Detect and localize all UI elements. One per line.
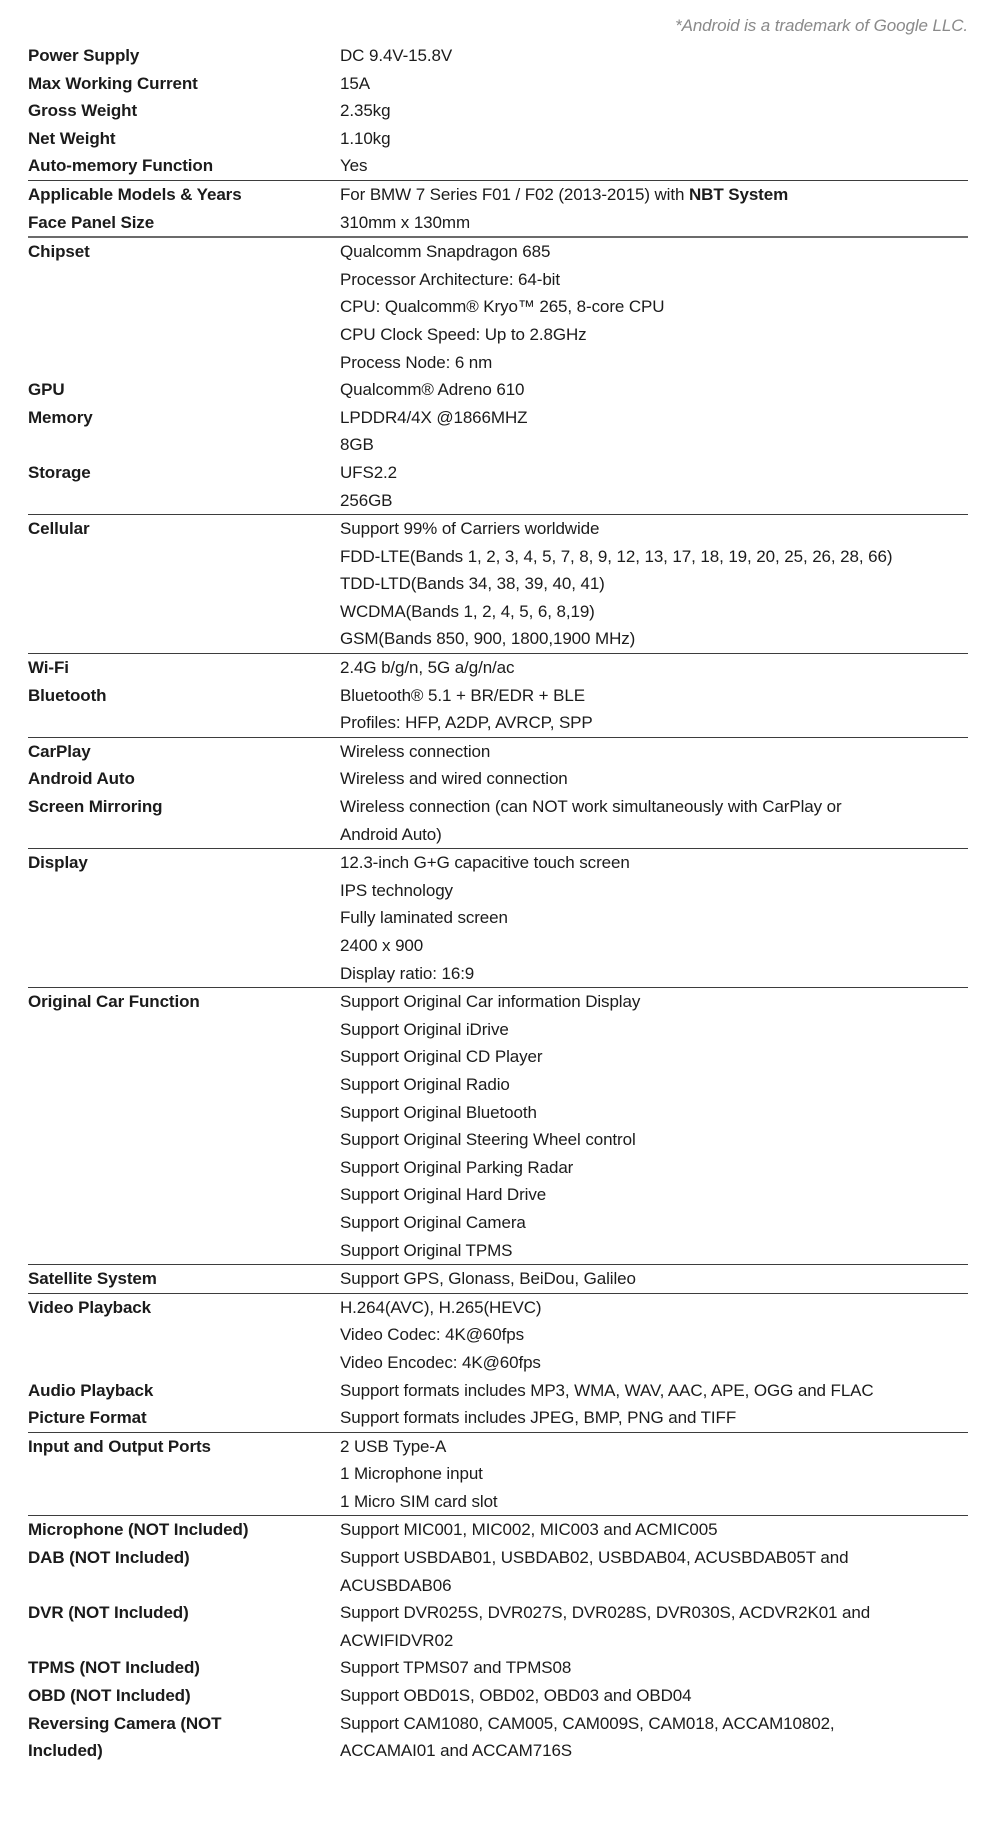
spec-row (28, 738, 968, 766)
spec-label: Audio Playback (28, 1380, 154, 1400)
spec-row (28, 1433, 968, 1516)
spec-value: 15A (340, 73, 370, 93)
spec-value: 2.35kg (340, 101, 391, 121)
spec-label: Power Supply (28, 46, 140, 65)
spec-section (28, 987, 968, 1264)
spec-label: Bluetooth (28, 685, 107, 705)
spec-label: Microphone (NOT Included) (28, 1520, 249, 1540)
spec-label: Display (28, 853, 88, 873)
spec-label: Reversing Camera (NOT Included) (28, 1713, 222, 1761)
spec-value: Bluetooth® 5.1 + BR/EDR + BLE Profiles: HFP, A2DP, AVRCP, SPP (340, 685, 593, 733)
spec-value: Wireless connection (340, 741, 491, 761)
spec-value: H.264(AVC), H.265(HEVC) Video Codec: 4K@60fps Video Encodec: 4K@60fps (340, 1297, 542, 1372)
spec-row (28, 1544, 968, 1599)
spec-row (28, 152, 968, 180)
spec-value: LPDDR4/4X @1866MHZ 8GB (340, 407, 528, 455)
spec-section (28, 42, 968, 180)
spec-value: 1.10kg (340, 128, 391, 148)
spec-value: Support USBDAB01, USBDAB02, USBDAB04, ACUSBDAB05T and ACUSBDAB06 (340, 1548, 849, 1595)
spec-row (28, 181, 968, 209)
spec-section (28, 236, 968, 514)
spec-label: Net Weight (28, 128, 116, 148)
spec-value: Support TPMS07 and TPMS08 (340, 1658, 572, 1678)
spec-label: Memory (28, 407, 93, 427)
spec-section (28, 1432, 968, 1516)
spec-row (28, 459, 968, 514)
spec-label: Gross Weight (28, 101, 138, 121)
spec-row (28, 97, 968, 125)
spec-label: Wi-Fi (28, 658, 69, 678)
spec-row (28, 515, 968, 653)
spec-label: DAB (NOT Included) (28, 1548, 190, 1568)
spec-value: Support DVR025S, DVR027S, DVR028S, DVR030S, ACDVR2K01 and ACWIFIDVR02 (340, 1603, 871, 1650)
spec-label: DVR (NOT Included) (28, 1603, 189, 1623)
spec-row (28, 1265, 968, 1293)
spec-value: Yes (340, 156, 368, 176)
spec-row (28, 209, 968, 237)
spec-value: Qualcomm Snapdragon 685 Processor Architecture: 64-bit CPU: Qualcomm® Kryo™ 265, 8-core CPU CPU Clock Speed: Up to 2.8GHz Process Node: 6 nm (340, 242, 665, 372)
spec-section (28, 514, 968, 653)
spec-label: Chipset (28, 242, 90, 262)
spec-section (28, 1515, 968, 1764)
spec-row (28, 1377, 968, 1405)
spec-value: Support OBD01S, OBD02, OBD03 and OBD04 (340, 1686, 692, 1706)
spec-value: Wireless connection (can NOT work simultaneously with CarPlay or Android Auto) (340, 797, 842, 844)
spec-label: Picture Format (28, 1408, 147, 1428)
spec-label: Applicable Models & Years (28, 184, 242, 204)
spec-row (28, 1294, 968, 1377)
spec-label: OBD (NOT Included) (28, 1686, 191, 1706)
spec-section (28, 737, 968, 848)
spec-row (28, 849, 968, 987)
spec-section (28, 848, 968, 987)
spec-value: 2.4G b/g/n, 5G a/g/n/ac (340, 658, 515, 678)
spec-row (28, 42, 968, 70)
spec-value: Support Original Car information Display Support Original iDrive Support Original CD Player Support Original Radio Support Original Bluetooth Support Original Steering Wheel control Support Original Parking Radar Support Original Hard Drive Support Original Camera Support Original TPMS (340, 992, 641, 1260)
spec-label: Video Playback (28, 1297, 152, 1317)
spec-label: Max Working Current (28, 73, 198, 93)
spec-row (28, 682, 968, 737)
spec-value: Support formats includes MP3, WMA, WAV, AAC, APE, OGG and FLAC (340, 1380, 874, 1400)
trademark-note: *Android is a trademark of Google LLC. (675, 16, 968, 35)
spec-label: Storage (28, 462, 91, 482)
spec-value: Support 99% of Carriers worldwide FDD-LTE(Bands 1, 2, 3, 4, 5, 7, 8, 9, 12, 13, 17, 18, 19, 20, 25, 26, 28, 66) TDD-LTD(Bands 34, 38, 39, 40, 41) WCDMA(Bands 1, 2, 4, 5, 6, 8,19) GSM(Bands 850, 900, 1800,1900 MHz) (340, 519, 893, 649)
spec-value: 2 USB Type-A 1 Microphone input 1 Micro SIM card slot (340, 1436, 498, 1511)
spec-row (28, 793, 968, 848)
spec-row (28, 765, 968, 793)
spec-row (28, 125, 968, 153)
spec-section (28, 653, 968, 737)
spec-value: For BMW 7 Series F01 / F02 (2013-2015) with NBT System (340, 184, 789, 204)
spec-label: Screen Mirroring (28, 797, 163, 817)
spec-label: Original Car Function (28, 992, 200, 1012)
spec-row (28, 1599, 968, 1654)
spec-row (28, 1404, 968, 1432)
spec-row (28, 654, 968, 682)
spec-value: Support MIC001, MIC002, MIC003 and ACMIC005 (340, 1520, 718, 1540)
spec-value: 310mm x 130mm (340, 212, 471, 232)
spec-label: Android Auto (28, 769, 135, 789)
spec-value: 12.3-inch G+G capacitive touch screen IPS technology Fully laminated screen 2400 x 900 Display ratio: 16:9 (340, 853, 630, 983)
spec-row (28, 238, 968, 376)
spec-value: Qualcomm® Adreno 610 (340, 380, 525, 400)
spec-section (28, 1293, 968, 1432)
spec-label: Cellular (28, 519, 90, 539)
spec-section (28, 180, 968, 236)
spec-value: Wireless and wired connection (340, 769, 568, 789)
spec-row (28, 404, 968, 459)
spec-row (28, 1682, 968, 1710)
spec-value: Support CAM1080, CAM005, CAM009S, CAM018, ACCAM10802, ACCAMAI01 and ACCAM716S (340, 1713, 835, 1761)
spec-label: Face Panel Size (28, 212, 155, 232)
spec-row (28, 70, 968, 98)
spec-row (28, 1710, 968, 1765)
spec-value: DC 9.4V-15.8V (340, 46, 453, 65)
spec-label: GPU (28, 380, 65, 400)
spec-label: Auto-memory Function (28, 156, 213, 176)
spec-label: TPMS (NOT Included) (28, 1658, 200, 1678)
spec-value: UFS2.2 256GB (340, 462, 398, 510)
spec-label: Satellite System (28, 1269, 157, 1289)
spec-row (28, 988, 968, 1264)
spec-label: CarPlay (28, 741, 91, 761)
spec-section (28, 1264, 968, 1293)
spec-row (28, 1654, 968, 1682)
spec-value: Support formats includes JPEG, BMP, PNG and TIFF (340, 1408, 737, 1428)
spec-row (28, 1516, 968, 1544)
spec-row (28, 376, 968, 404)
spec-value: Support GPS, Glonass, BeiDou, Galileo (340, 1269, 636, 1289)
spec-table (28, 42, 968, 1765)
spec-label: Input and Output Ports (28, 1436, 211, 1456)
